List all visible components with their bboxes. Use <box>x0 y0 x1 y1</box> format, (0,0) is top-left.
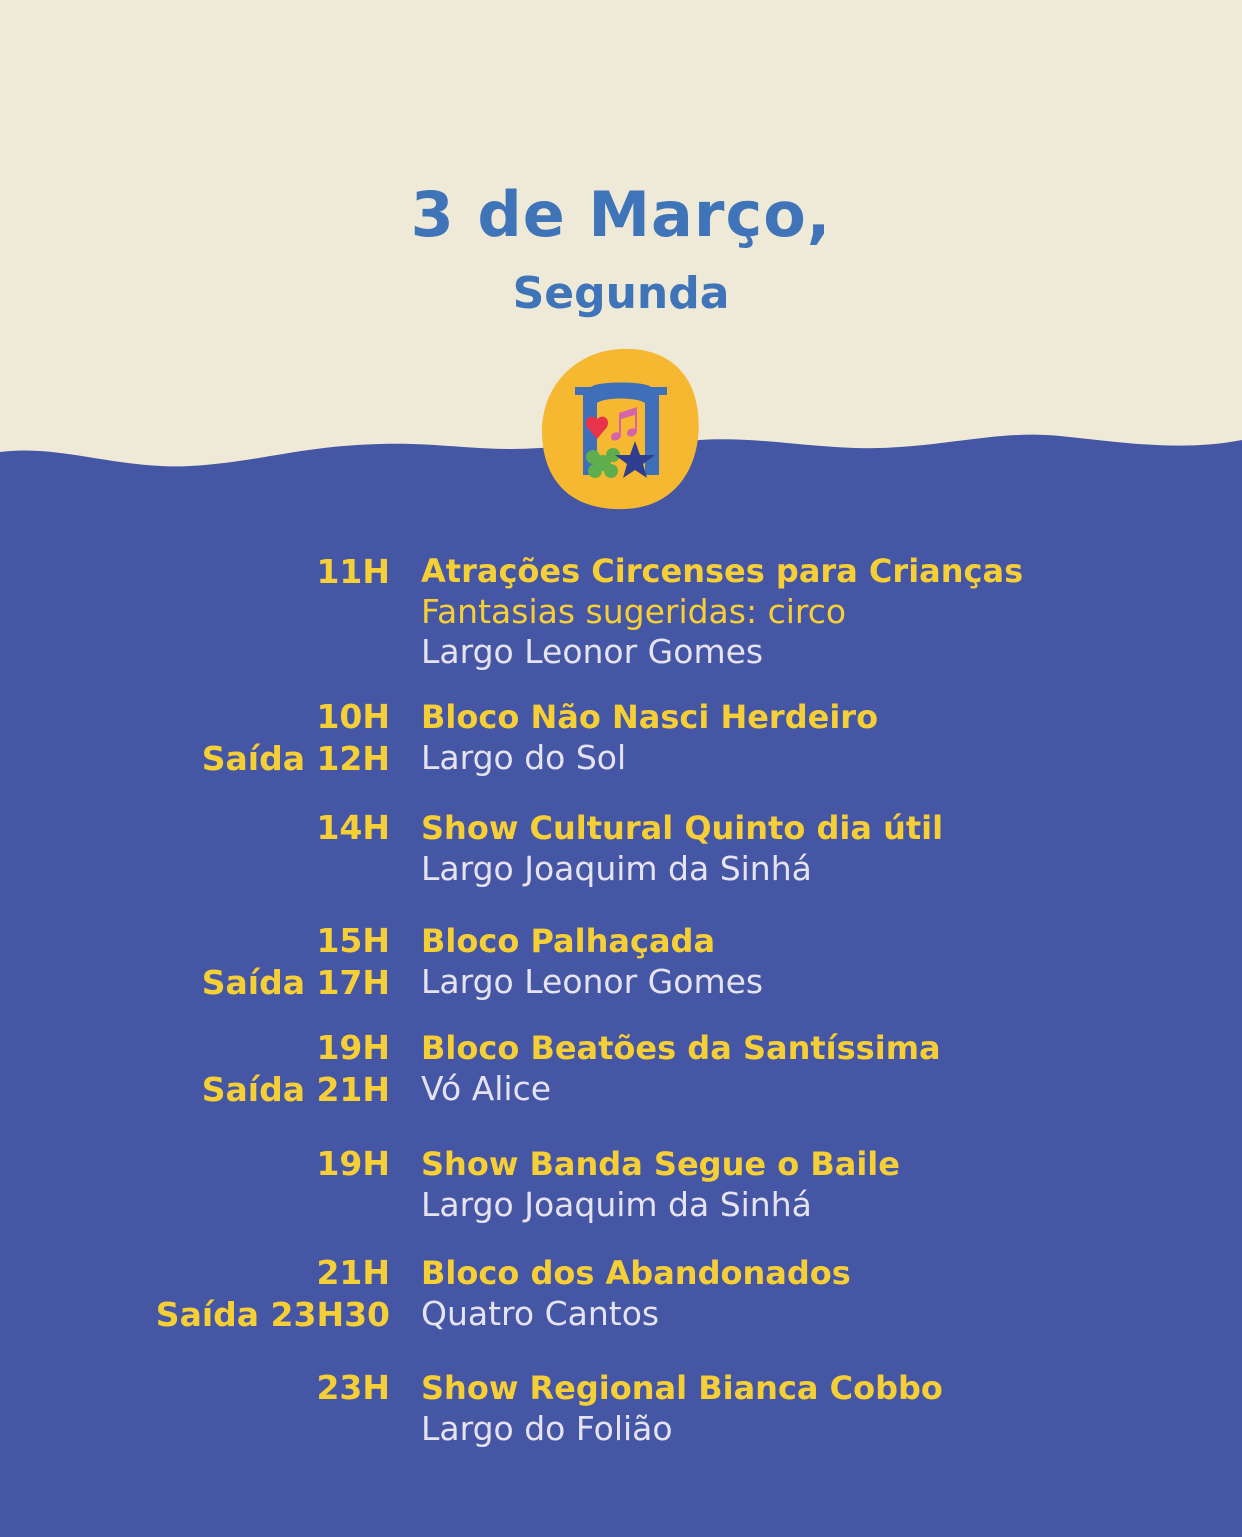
event-title: Show Regional Bianca Cobbo <box>421 1369 943 1407</box>
event-title: Bloco Não Nasci Herdeiro <box>421 698 879 736</box>
event-time: 15H <box>316 921 390 960</box>
event-times <box>316 807 390 849</box>
event-times <box>202 696 390 780</box>
event-departure: Saída 17H <box>201 963 390 1002</box>
event-title: Bloco Beatões da Santíssima <box>421 1029 941 1067</box>
event-departure: Saída 21H <box>201 1070 390 1109</box>
event-place: Largo Joaquim da Sinhá <box>421 1185 812 1224</box>
event-info <box>421 1252 1221 1334</box>
event-time: 19H <box>316 1144 390 1183</box>
event-title: Show Banda Segue o Baile <box>421 1145 900 1183</box>
event-place: Largo do Sol <box>421 738 627 777</box>
event-info <box>421 1027 1221 1109</box>
event-place: Vó Alice <box>421 1069 552 1108</box>
event-title: Bloco dos Abandonados <box>421 1254 851 1292</box>
event-times <box>316 551 390 593</box>
event-subtitle: Fantasias sugeridas: circo <box>421 592 847 631</box>
event-title: Bloco Palhaçada <box>421 922 716 960</box>
page-subtitle: Segunda <box>512 268 730 319</box>
event-time: 10H <box>316 697 390 736</box>
event-times <box>316 1367 390 1409</box>
event-info <box>421 1143 1221 1225</box>
event-info <box>421 920 1221 1002</box>
event-place: Quatro Cantos <box>421 1294 660 1333</box>
event-info <box>421 696 1221 778</box>
event-time: 23H <box>316 1368 390 1407</box>
event-departure: Saída 23H30 <box>155 1295 390 1334</box>
carnival-door-logo-icon <box>541 347 701 511</box>
event-departure: Saída 12H <box>201 739 390 778</box>
event-place: Largo Leonor Gomes <box>421 962 764 1001</box>
event-info <box>421 1367 1221 1449</box>
header <box>0 170 1242 324</box>
event-time: 11H <box>316 552 390 591</box>
event-info <box>421 550 1221 672</box>
event-time: 14H <box>316 808 390 847</box>
event-times <box>202 920 390 1004</box>
page-title: 3 de Março, <box>410 178 832 251</box>
event-place: Largo do Folião <box>421 1409 673 1448</box>
event-place: Largo Leonor Gomes <box>421 632 764 671</box>
event-title: Show Cultural Quinto dia útil <box>421 809 944 847</box>
event-time: 19H <box>316 1028 390 1067</box>
event-times <box>156 1252 390 1336</box>
event-info <box>421 807 1221 889</box>
event-place: Largo Joaquim da Sinhá <box>421 849 812 888</box>
event-times <box>202 1027 390 1111</box>
event-time: 21H <box>316 1253 390 1292</box>
event-title: Atrações Circenses para Crianças <box>421 552 1024 590</box>
event-times <box>316 1143 390 1185</box>
